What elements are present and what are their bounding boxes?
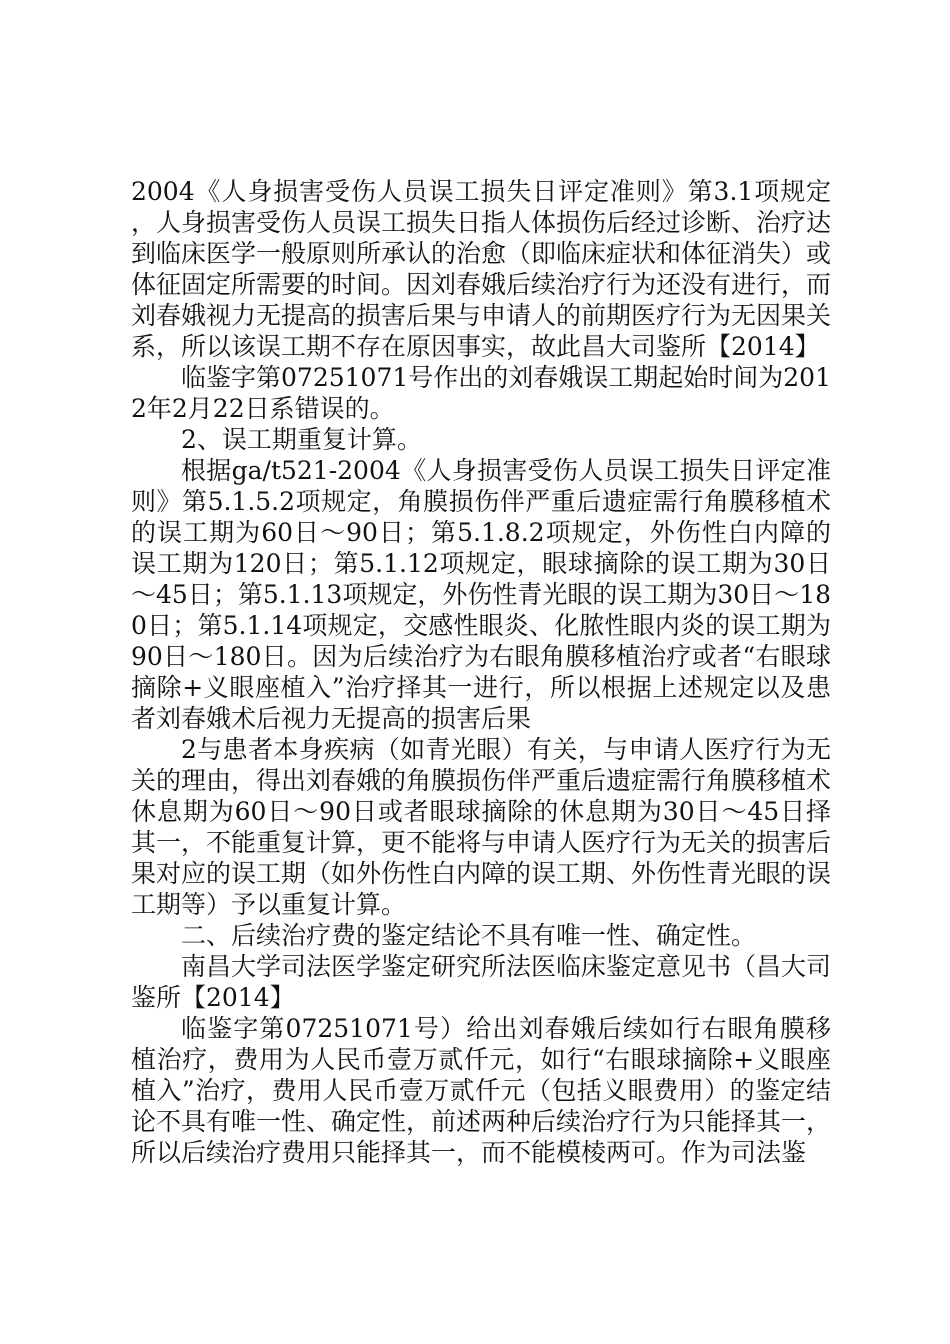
document-body: [131, 176, 831, 1168]
paragraph: 临鉴字第07251071号作出的刘春娥误工期起始时间为2012年2月22日系错误的。: [131, 363, 831, 423]
paragraph: 临鉴字第07251071号）给出刘春娥后续如行右眼角膜移植治疗，费用为人民币壹万贰仟元，如行“右眼球摘除+义眼座植入”治疗，费用人民币壹万贰仟元（包括义眼费用）的鉴定结论不具有唯一性、确定性，前述两种后续治疗行为只能择其一，所以后续治疗费用只能择其一，而不能模棱两可。作为司法鉴: [131, 1014, 832, 1167]
paragraph: 南昌大学司法医学鉴定研究所法医临床鉴定意见书（昌大司鉴所【2014】: [131, 952, 832, 1012]
paragraph: 2、误工期重复计算。: [181, 425, 422, 454]
paragraph: 2与患者本身疾病（如青光眼）有关，与申请人医疗行为无关的理由，得出刘春娥的角膜损伤伴严重后遗症需行角膜移植术休息期为60日～90日或者眼球摘除的休息期为30日～45日择其一，不能重复计算，更不能将与申请人医疗行为无关的损害后果对应的误工期（如外伤性白内障的误工期、外伤性青光眼的误工期等）予以重复计算。: [131, 735, 832, 919]
paragraph: 根据ga/t521-2004《人身损害受伤人员误工损失日评定准则》第5.1.5.2项规定，角膜损伤伴严重后遗症需行角膜移植术的误工期为60日～90日；第5.1.8.2项规定，外伤性白内障的误工期为120日；第5.1.12项规定，眼球摘除的误工期为30日～45日；第5.1.13项规定，外伤性青光眼的误工期为30日～180日；第5.1.14项规定，交感性眼炎、化脓性眼内炎的误工期为90日～180日。因为后续治疗为右眼角膜移植治疗或者“右眼球摘除+义眼座植入”治疗择其一进行，所以根据上述规定以及患者刘春娥术后视力无提高的损害后果: [131, 456, 831, 733]
paragraph: 2004《人身损害受伤人员误工损失日评定准则》第3.1项规定，人身损害受伤人员误工损失日指人体损伤后经过诊断、治疗达到临床医学一般原则所承认的治愈（即临床症状和体征消失）或体征固定所需要的时间。因刘春娥后续治疗行为还没有进行，而刘春娥视力无提高的损害后果与申请人的前期医疗行为无因果关系，所以该误工期不存在原因事实，故此昌大司鉴所【2014】: [131, 177, 832, 361]
paragraph: 二、后续治疗费的鉴定结论不具有唯一性、确定性。: [181, 921, 757, 950]
